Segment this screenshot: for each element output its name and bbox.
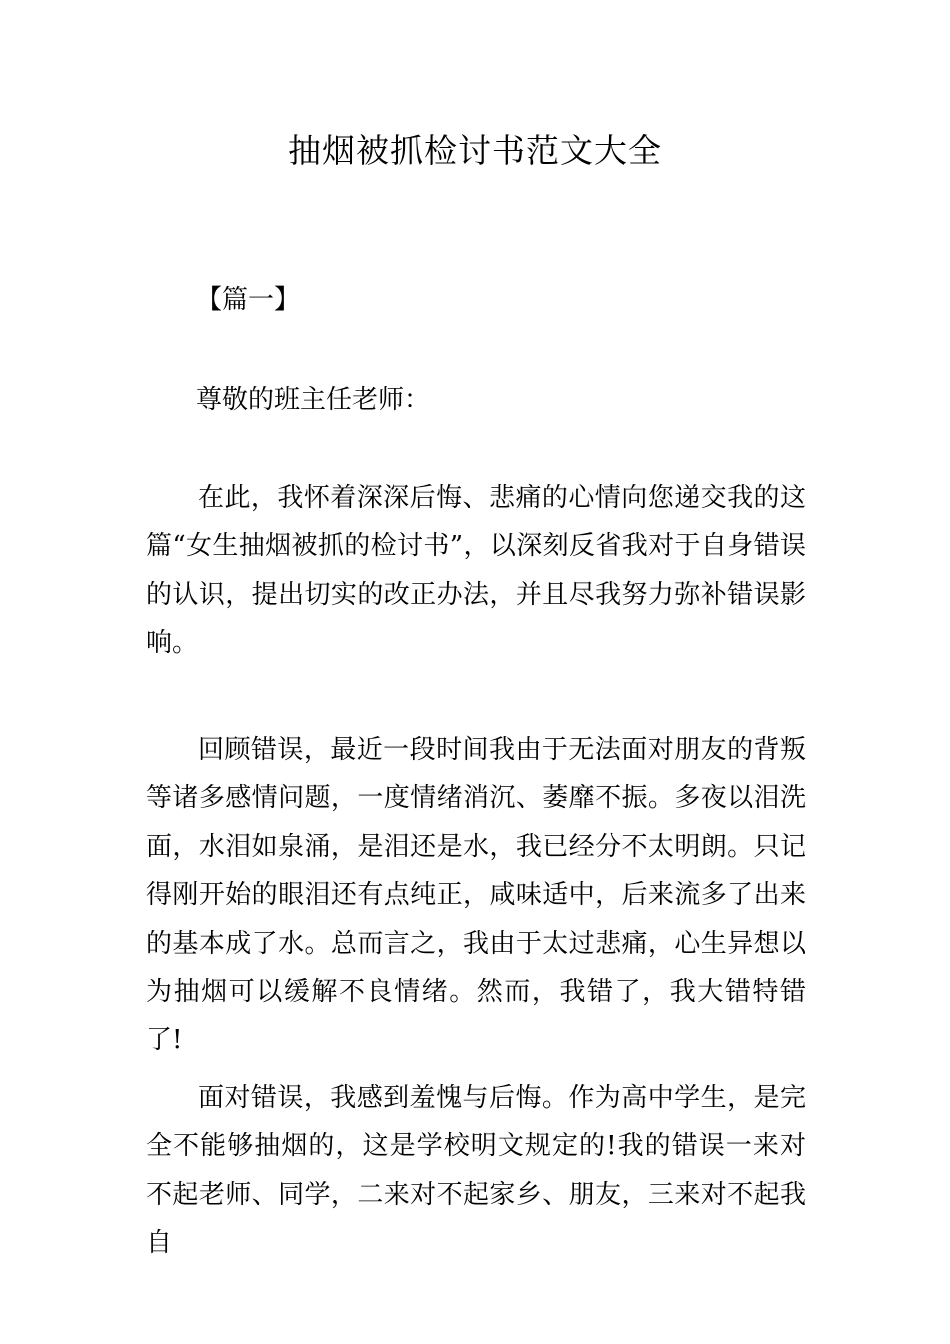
section-label: 【篇一】 [196, 285, 301, 315]
paragraph-1: 在此，我怀着深深后悔、悲痛的心情向您递交我的这篇“女生抽烟被抓的检讨书”，以深刻反省我对于自身错误的认识，提出切实的改正办法，并且尽我努力弥补错误影响。 [146, 483, 806, 659]
paragraph-3: 面对错误，我感到羞愧与后悔。作为高中学生，是完全不能够抽烟的，这是学校明文规定的!我的错误一来对不起老师、同学，二来对不起家乡、朋友，三来对不起我自 [146, 1083, 806, 1259]
paragraph-2: 回顾错误，最近一段时间我由于无法面对朋友的背叛等诸多感情问题，一度情绪消沉、萎靡不振。多夜以泪洗面，水泪如泉涌，是泪还是水，我已经分不太明朗。只记得刚开始的眼泪还有点纯正，咸味适中，后来流多了出来的基本成了水。总而言之，我由于太过悲痛，心生异想以为抽烟可以缓解不良情绪。然而，我错了，我大错特错了! [146, 735, 806, 1056]
salutation: 尊敬的班主任老师： [196, 385, 431, 415]
document-title: 抽烟被抓检讨书范文大全 [288, 131, 662, 170]
